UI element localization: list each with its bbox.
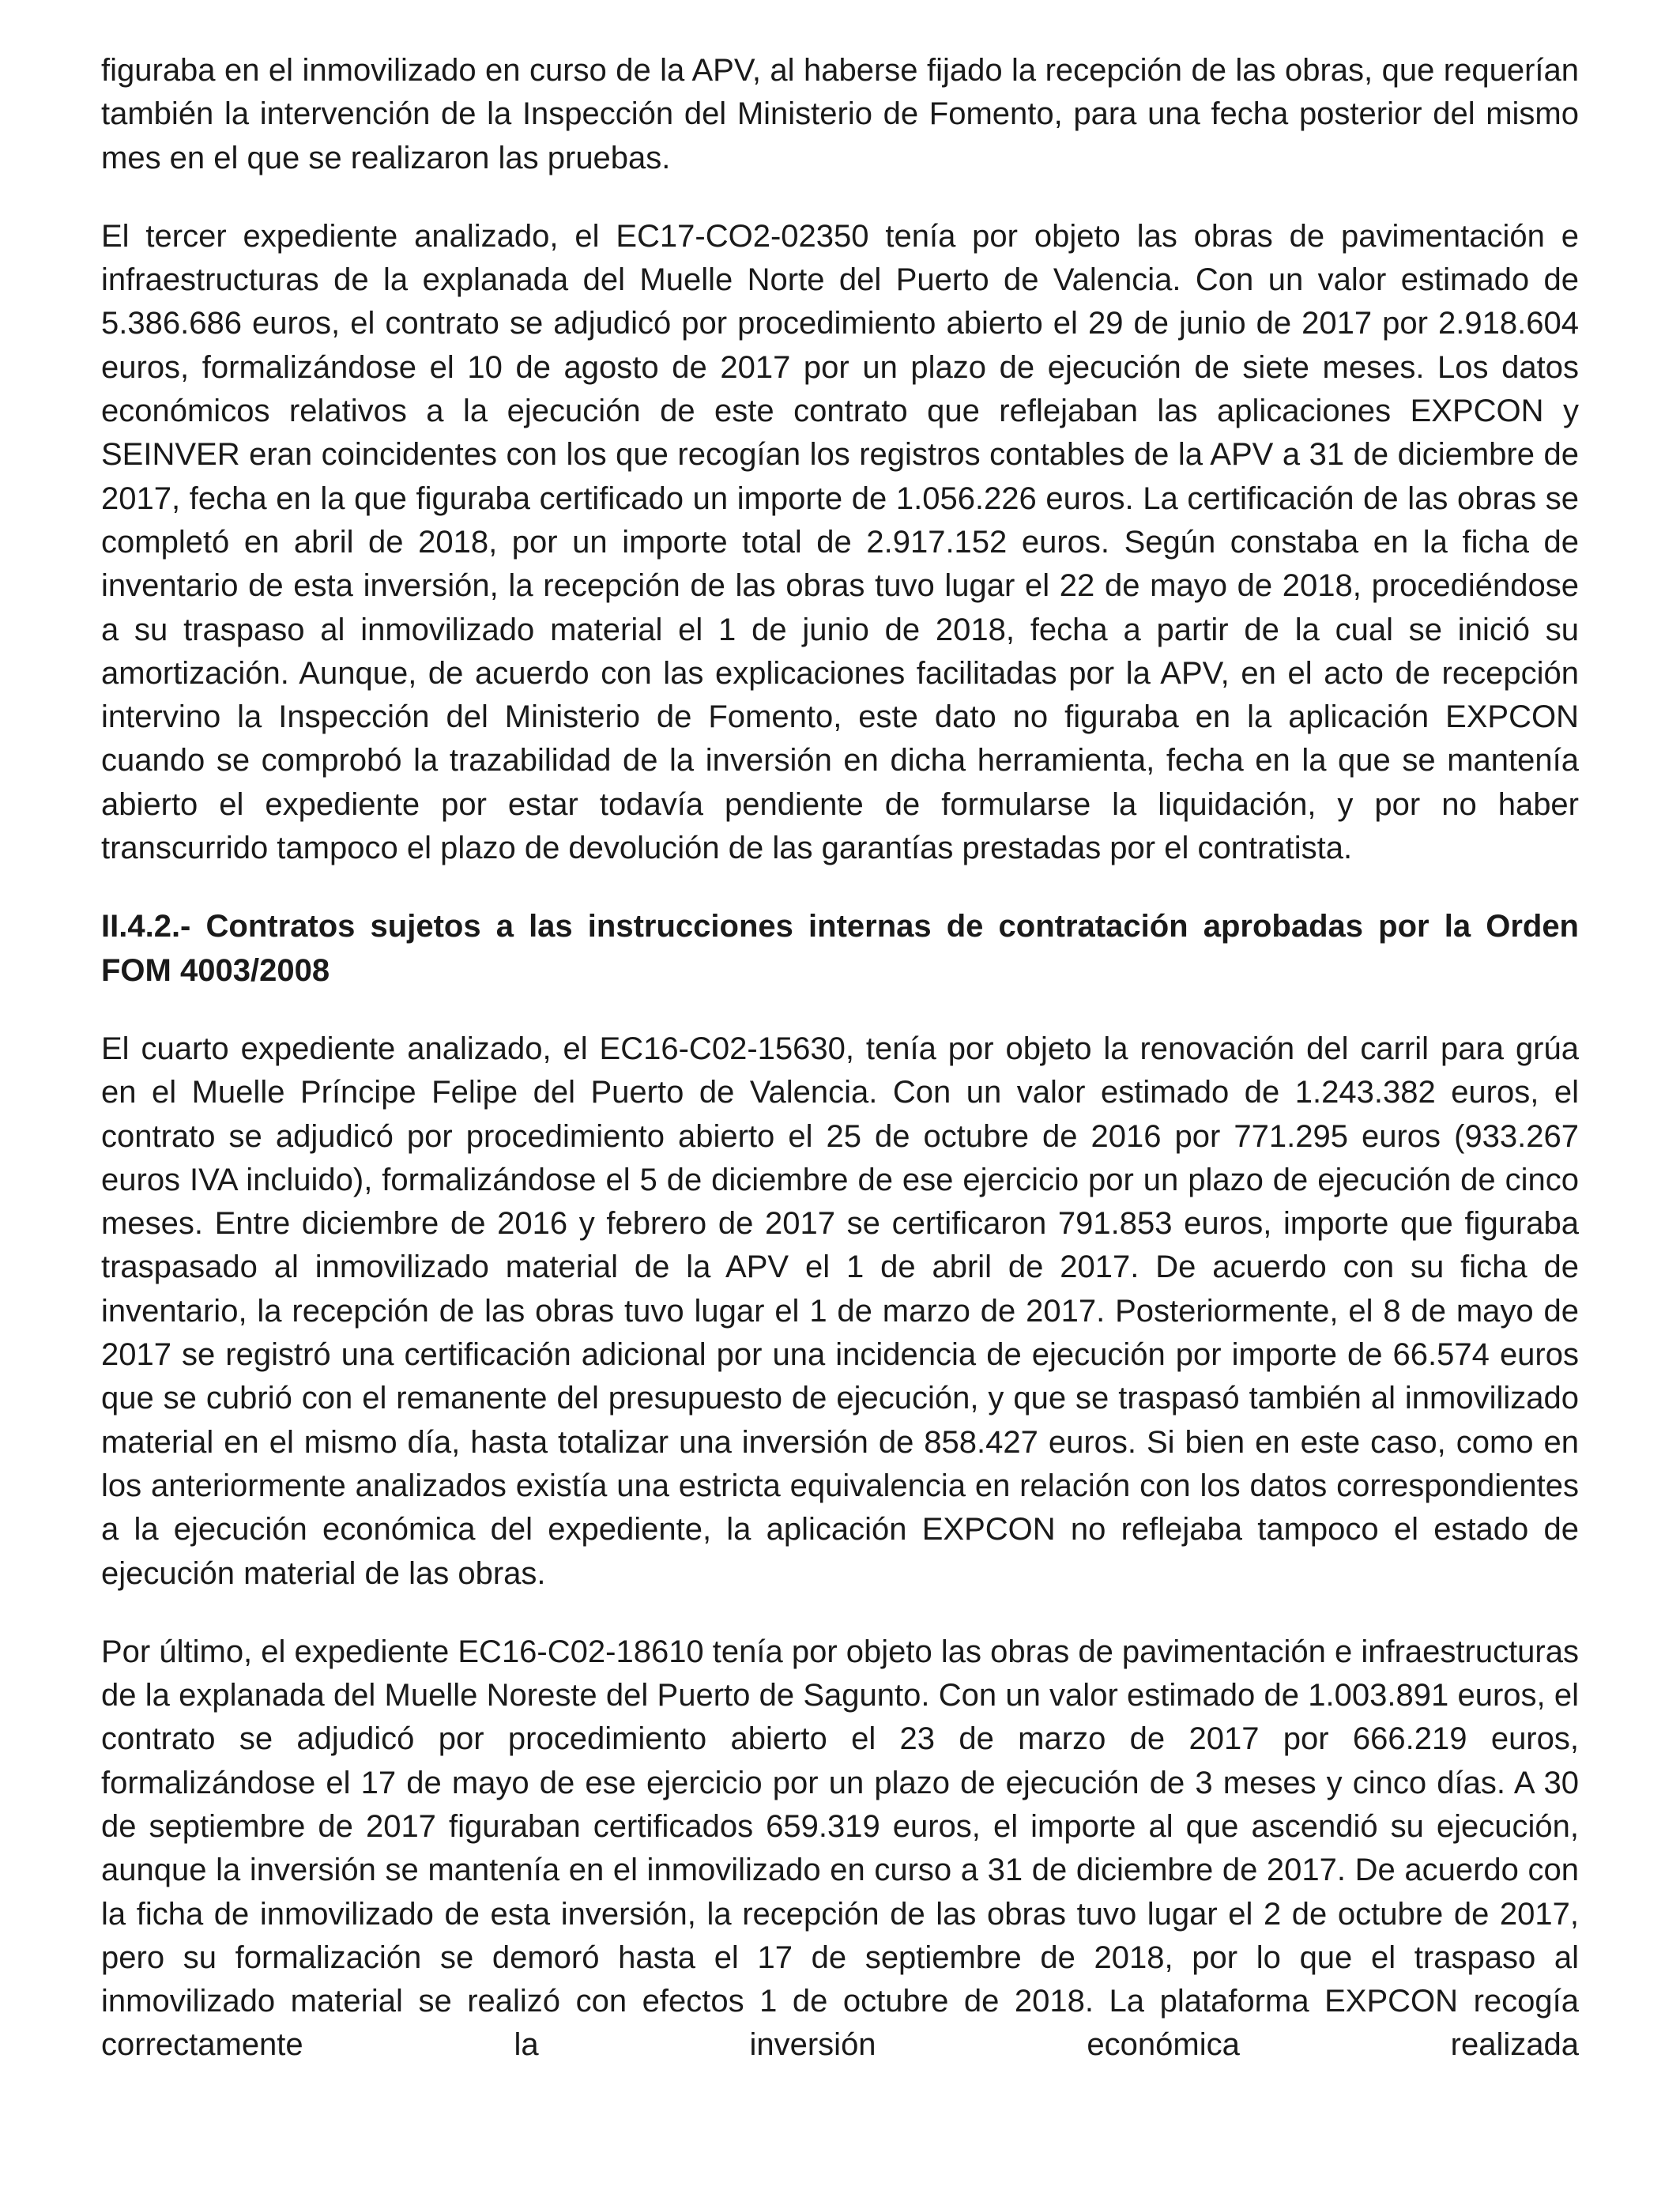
paragraph-inmovilizado-apv: figuraba en el inmovilizado en curso de la APV, al haberse fijado la recepción de las obras, que requerían también la intervención de la Inspección del Ministerio de Fomento, para una fecha posterior del mismo mes en el que se realizaron las pruebas. (101, 53, 1579, 175)
paragraph-ultimo-expediente: Por último, el expediente EC16-C02-18610 tenía por objeto las obras de pavimentación e infraestructuras de la explanada del Muelle Noreste del Puerto de Sagunto. Con un valor estimado de 1.003.891 euros, el contrato se adjudicó por procedimiento abierto el 23 de marzo de 2017 por 666.219 euros, formalizándose el 17 de mayo de ese ejercicio por un plazo de ejecución de 3 meses y cinco días. A 30 de septiembre de 2017 figuraban certificados 659.319 euros, el importe al que ascendió su ejecución, aunque la inversión se mantenía en el inmovilizado en curso a 31 de diciembre de 2017. De acuerdo con la ficha de inmovilizado de esta inversión, la recepción de las obras tuvo lugar el 2 de octubre de 2017, pero su formalización se demoró hasta el 17 de septiembre de 2018, por lo que el traspaso al inmovilizado material se realizó con efectos 1 de octubre de 2018. La plataforma EXPCON recogía correctamente la inversión económica realizada (101, 1634, 1579, 2063)
document-page (101, 49, 1579, 2068)
paragraph-tercer-expediente: El tercer expediente analizado, el EC17-CO2-02350 tenía por objeto las obras de pavimentación e infraestructuras de la explanada del Muelle Norte del Puerto de Valencia. Con un valor estimado de 5.386.686 euros, el contrato se adjudicó por procedimiento abierto el 29 de junio de 2017 por 2.918.604 euros, formalizándose el 10 de agosto de 2017 por un plazo de ejecución de siete meses. Los datos económicos relativos a la ejecución de este contrato que reflejaban las aplicaciones EXPCON y SEINVER eran coincidentes con los que recogían los registros contables de la APV a 31 de diciembre de 2017, fecha en la que figuraba certificado un importe de 1.056.226 euros. La certificación de las obras se completó en abril de 2018, por un importe total de 2.917.152 euros. Según constaba en la ficha de inventario de esta inversión, la recepción de las obras tuvo lugar el 22 de mayo de 2018, procediéndose a su traspaso al inmovilizado material el 1 de junio de 2018, fecha a partir de la cual se inició su amortización. Aunque, de acuerdo con las explicaciones facilitadas por la APV, en el acto de recepción intervino la Inspección del Ministerio de Fomento, este dato no figuraba en la aplicación EXPCON cuando se comprobó la trazabilidad de la inversión en dicha herramienta, fecha en la que se mantenía abierto el expediente por estar todavía pendiente de formularse la liquidación, y por no haber transcurrido tampoco el plazo de devolución de las garantías prestadas por el contratista. (101, 218, 1579, 866)
section-heading: II.4.2.- Contratos sujetos a las instrucciones internas de contratación aprobadas por la Orden FOM 4003/2008 (101, 909, 1579, 988)
paragraph-cuarto-expediente: El cuarto expediente analizado, el EC16-C02-15630, tenía por objeto la renovación del carril para grúa en el Muelle Príncipe Felipe del Puerto de Valencia. Con un valor estimado de 1.243.382 euros, el contrato se adjudicó por procedimiento abierto el 25 de octubre de 2016 por 771.295 euros (933.267 euros IVA incluido), formalizándose el 5 de diciembre de ese ejercicio por un plazo de ejecución de cinco meses. Entre diciembre de 2016 y febrero de 2017 se certificaron 791.853 euros, importe que figuraba traspasado al inmovilizado material de la APV el 1 de abril de 2017. De acuerdo con su ficha de inventario, la recepción de las obras tuvo lugar el 1 de marzo de 2017. Posteriormente, el 8 de mayo de 2017 se registró una certificación adicional por una incidencia de ejecución por importe de 66.574 euros que se cubrió con el remanente del presupuesto de ejecución, y que se traspasó también al inmovilizado material en el mismo día, hasta totalizar una inversión de 858.427 euros. Si bien en este caso, como en los anteriormente analizados existía una estricta equivalencia en relación con los datos correspondientes a la ejecución económica del expediente, la aplicación EXPCON no reflejaba tampoco el estado de ejecución material de las obras. (101, 1031, 1579, 1591)
